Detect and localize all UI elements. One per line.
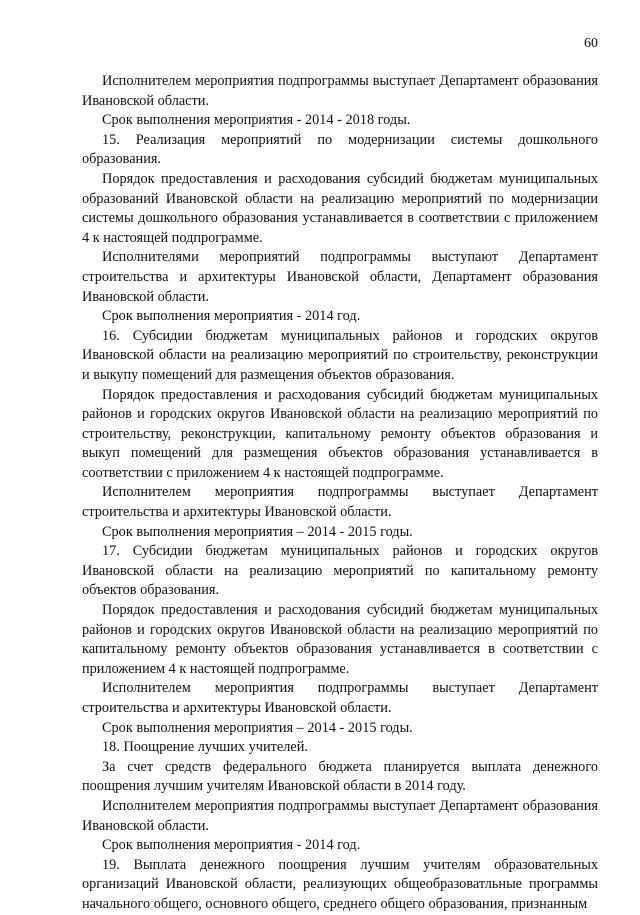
paragraph: Срок выполнения мероприятия – 2014 - 2015 годы. [102, 719, 413, 736]
paragraph: Порядок предоставления и расходования субсидий бюджетам муниципальных районов и городских округов Ивановской области на реализацию мероприятий по строительству, реконструкции, капитальному ремонту объектов образования и выкуп помещений для размещения объектов образования устанавливается в соответствии с приложением 4 к настоящей подпрограмме. [82, 386, 598, 481]
paragraph: Порядок предоставления и расходования субсидий бюджетам муниципальных образований Ивановской области на реализацию мероприятий по модернизации системы дошкольного образования устанавливается в соответствии с приложением 4 к настоящей подпрограмме. [82, 170, 598, 246]
paragraph: 18. Поощрение лучших учителей. [102, 739, 308, 756]
paragraph: Порядок предоставления и расходования субсидий бюджетам муниципальных районов и городских округов Ивановской области на реализацию мероприятий по капитальному ремонту объектов образования устанавливается в соответствии с приложением 4 к настоящей подпрограмме. [82, 602, 598, 677]
paragraph: Исполнителем мероприятия подпрограммы выступает Департамент образования Ивановской области. [82, 797, 598, 834]
paragraph: Срок выполнения мероприятия - 2014 год. [102, 308, 361, 325]
paragraph: Срок выполнения мероприятия – 2014 - 2015 годы. [102, 523, 413, 540]
paragraph: За счет средств федерального бюджета планируется выплата денежного поощрения лучшим учителям Ивановской области в 2014 году. [82, 758, 598, 795]
paragraph: Исполнителями мероприятий подпрограммы выступают Департамент строительства и архитектуры Ивановской области, Департамент образования Ивановской области. [82, 249, 598, 305]
paragraph: 15. Реализация мероприятий по модернизации системы дошкольного образования. [82, 131, 598, 168]
paragraph: Исполнителем мероприятия подпрограммы выступает Департамент строительства и архитектуры Ивановской области. [82, 484, 598, 521]
paragraph: Срок выполнения мероприятия - 2014 - 2018 годы. [102, 112, 411, 129]
paragraph: 17. Субсидии бюджетам муниципальных районов и городских округов Ивановской области на реализацию мероприятий по капитальному ремонту объектов образования. [82, 543, 598, 599]
page-number: 60 [584, 36, 598, 51]
paragraph: Исполнителем мероприятия подпрограммы выступает Департамент образования Ивановской области. [82, 73, 598, 109]
document-body [82, 72, 598, 915]
paragraph: 16. Субсидии бюджетам муниципальных районов и городских округов Ивановской области на реализацию мероприятий по строительству, реконструкции и выкупу помещений для размещения объектов образования. [82, 327, 598, 383]
paragraph: 19. Выплата денежного поощрения лучшим учителям образовательных организаций Ивановской области, реализующих общеобразоватльные программы начального общего, основного общего, среднего общего образования, признанным [82, 856, 598, 912]
paragraph: Исполнителем мероприятия подпрограммы выступает Департамент строительства и архитектуры Ивановской области. [82, 680, 598, 716]
paragraph: Срок выполнения мероприятия - 2014 год. [102, 837, 361, 854]
